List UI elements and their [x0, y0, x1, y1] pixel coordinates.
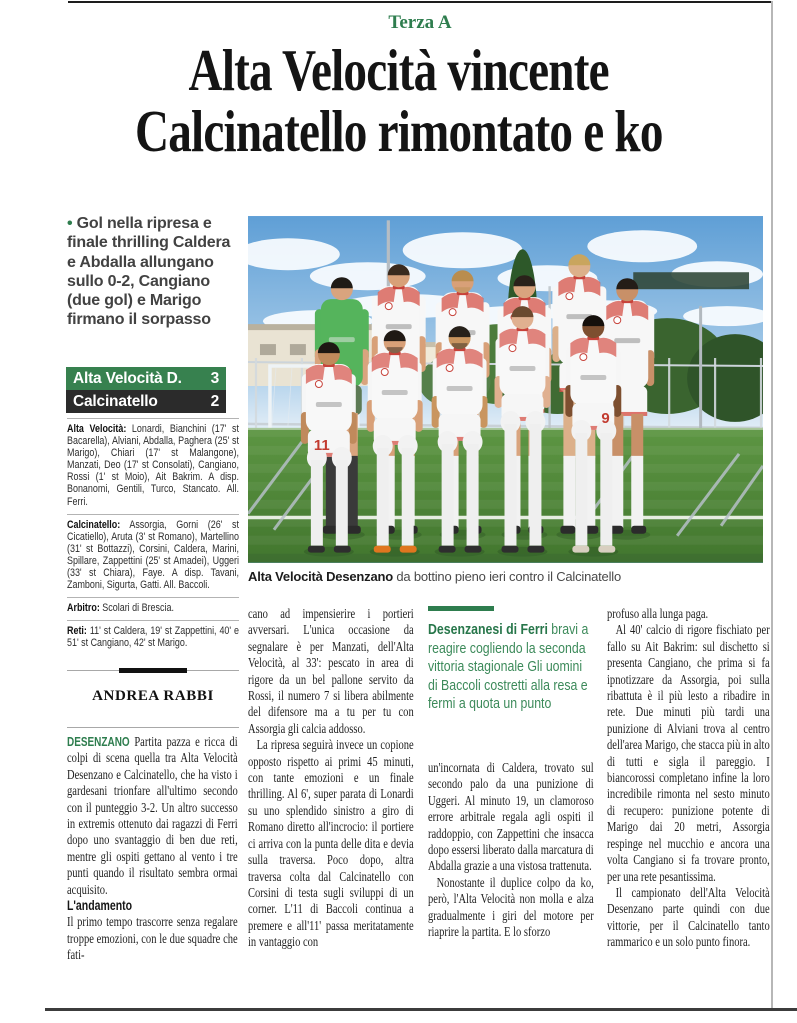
article-column-2	[248, 606, 414, 1004]
byline: ANDREA RABBI	[92, 688, 214, 704]
headline-line-1: Alta Velocità vincente	[188, 37, 609, 103]
score-row-home	[66, 367, 226, 390]
team-photo	[248, 216, 763, 563]
home-team-name: Alta Velocità D.	[73, 369, 182, 387]
photo-caption	[248, 569, 763, 584]
article-column-4	[607, 606, 770, 1004]
scorebox	[66, 367, 226, 413]
bullet-icon: •	[67, 215, 73, 232]
pull-quote-lead: Desenzanesi di Ferri	[428, 622, 548, 638]
paragraph: un'incornata di Caldera, trovato sul secondo palo da una punizione di Uggeri. Al minuto 19, un clamoroso errore arbitrale regala agli ospiti il raddoppio, con Zappettini che insacca dopo essersi liberato dalla marcatura di Abdalla grazie a una vistosa trattenuta.	[428, 760, 594, 874]
team-photo-illustration	[248, 216, 763, 563]
goals-line: Reti: 11' st Caldera, 19' st Zappettini, 40' e 51' st Cangiano, 42' st Marigo.	[67, 620, 239, 655]
pull-quote	[428, 606, 594, 760]
bottom-rule	[45, 1008, 797, 1011]
paragraph: cano ad impensierire i portieri avversari. L'unica occasione da segnalare è per Manzati, dell'Alta Velocità, al 33': pescato in area di rigore da un bel pallone servito da Rossi, il numero 7 si libera abilmente del difensore ma a tu per tu con Assorgia gli calcia addosso.	[248, 606, 414, 736]
paragraph: Il primo tempo trascorre senza regalare troppe emozioni, con le due squadre che fati-	[67, 914, 238, 963]
headline	[0, 37, 797, 164]
home-team-score: 3	[210, 369, 219, 387]
paragraph: Il campionato dell'Alta Velocità Desenzano parte quindi con due vittorie, per il Calcinatello tanto rammarico e un solo punto finora.	[607, 884, 770, 950]
paragraph: profuso alla lunga paga.	[607, 606, 709, 621]
lead-paragraph: DESENZANO Partita pazza e ricca di colpi di scena quella tra Alta Velocità Desenzano e Calcinatello, che ha visto i gardesani trionfare all'ultimo secondo con il punteggio 3-2. Un altro successo in extremis ottenuto dai ragazzi di Ferri dopo uno svantaggio di ben due reti, mentre gli ospiti gettano al vento i tre punti quando il risultato sembra ormai acquisito.	[67, 734, 238, 897]
away-team-name: Calcinatello	[73, 392, 158, 410]
subhead: L'andamento	[67, 898, 133, 914]
lineup-away: Calcinatello: Assorgia, Gorni (26' st Cicatiello), Aruta (3' st Romano), Martellino (31' st Bottazzi), Corsini, Caldera, Marini, Spillare, Zappettini (25' st Amadei), Uggeri (33' st Chiara), Faye. A disp. Tavani, Zamboni, Sigurta, Gatti. All. Baccoli.	[67, 514, 239, 598]
paragraph: La ripresa seguirà invece un copione opposto rispetto ai primi 45 minuti, con tante emozioni e un finale thrilling. Al 6', super parata di Lonardi su uno splendido sinistro a giro di Romano diretto all'incrocio: il portiere ci arriva con la punta delle dita e devia sulla traversa. Poco dopo, altra traversa colta dal Calcinatello con Corsini di testa sugli sviluppi di un corner. L'11 di Baccoli continua a premere e all'11' passa meritatamente in vantaggio con	[248, 737, 414, 950]
pull-quote-bar	[428, 606, 494, 611]
dateline: DESENZANO	[67, 734, 130, 749]
section-label: Terza A	[388, 12, 452, 33]
paragraph: Al 40' calcio di rigore fischiato per fallo su Ait Bakrim: sul dischetto si presenta Cangiano, che prima si fa ipnotizzare da Assorgia, poi sulla ribattuta è il più lesto a ribadire in rete. Due minuti più tardi una punizione di Alviani trova al centro dell'area Marigo, che stacca più in alto di tutti e sigla il pareggio. I biancorossi completano infine la loro incredibile rimonta nel sesto minuto di recupero: punizione potente di Marigo dai 20 metri, Assorgia respinge nel mucchio e ancora una volta Cangiano si fa trovare pronto, per una rete pesantissima.	[607, 622, 770, 884]
away-team-score: 2	[210, 392, 219, 410]
byline-divider-bar	[119, 668, 187, 673]
article-column-3	[428, 606, 594, 1004]
svg-text:11: 11	[313, 436, 330, 454]
standfirst	[67, 214, 237, 330]
caption-text: da bottino pieno ieri contro il Calcinatello	[396, 569, 621, 584]
byline-block	[67, 670, 239, 728]
standfirst-text: Gol nella ripresa e finale thrilling Caldera e Abdalla allungano sullo 0-2, Cangiano (due gol) e Marigo firmano il sorpasso	[67, 215, 231, 329]
referee-line: Arbitro: Scolari di Brescia.	[67, 597, 239, 620]
paragraph: Nonostante il duplice colpo da ko, però, l'Alta Velocità non molla e alza gradualmente i giri del motore per riaprire la partita. E lo sforzo	[428, 874, 594, 940]
article-column-1	[67, 734, 238, 1006]
headline-line-2: Calcinatello rimontato e ko	[134, 98, 663, 164]
pull-quote-text: bravi a reagire cogliendo la seconda vittoria stagionale Gli uomini di Baccoli costretti alla resa e fermi a quota un punto	[428, 622, 589, 713]
caption-lead: Alta Velocità Desenzano	[248, 569, 393, 584]
top-rule	[68, 1, 772, 3]
svg-text:9: 9	[601, 409, 610, 427]
lineup-home: Alta Velocità: Lonardi, Bianchini (17' st Bacarella), Alviani, Abdalla, Paghera (25' st Marigo), Chiari (17' st Malangone), Manzati, Deo (17' st Consolati), Cangiano, Rossi (1' st Moio), Ait Bakrim. A disp. Bonanomi, Gentili, Turco, Stancato. All. Ferri.	[67, 418, 239, 514]
score-row-away	[66, 390, 226, 413]
lineups	[67, 418, 239, 656]
